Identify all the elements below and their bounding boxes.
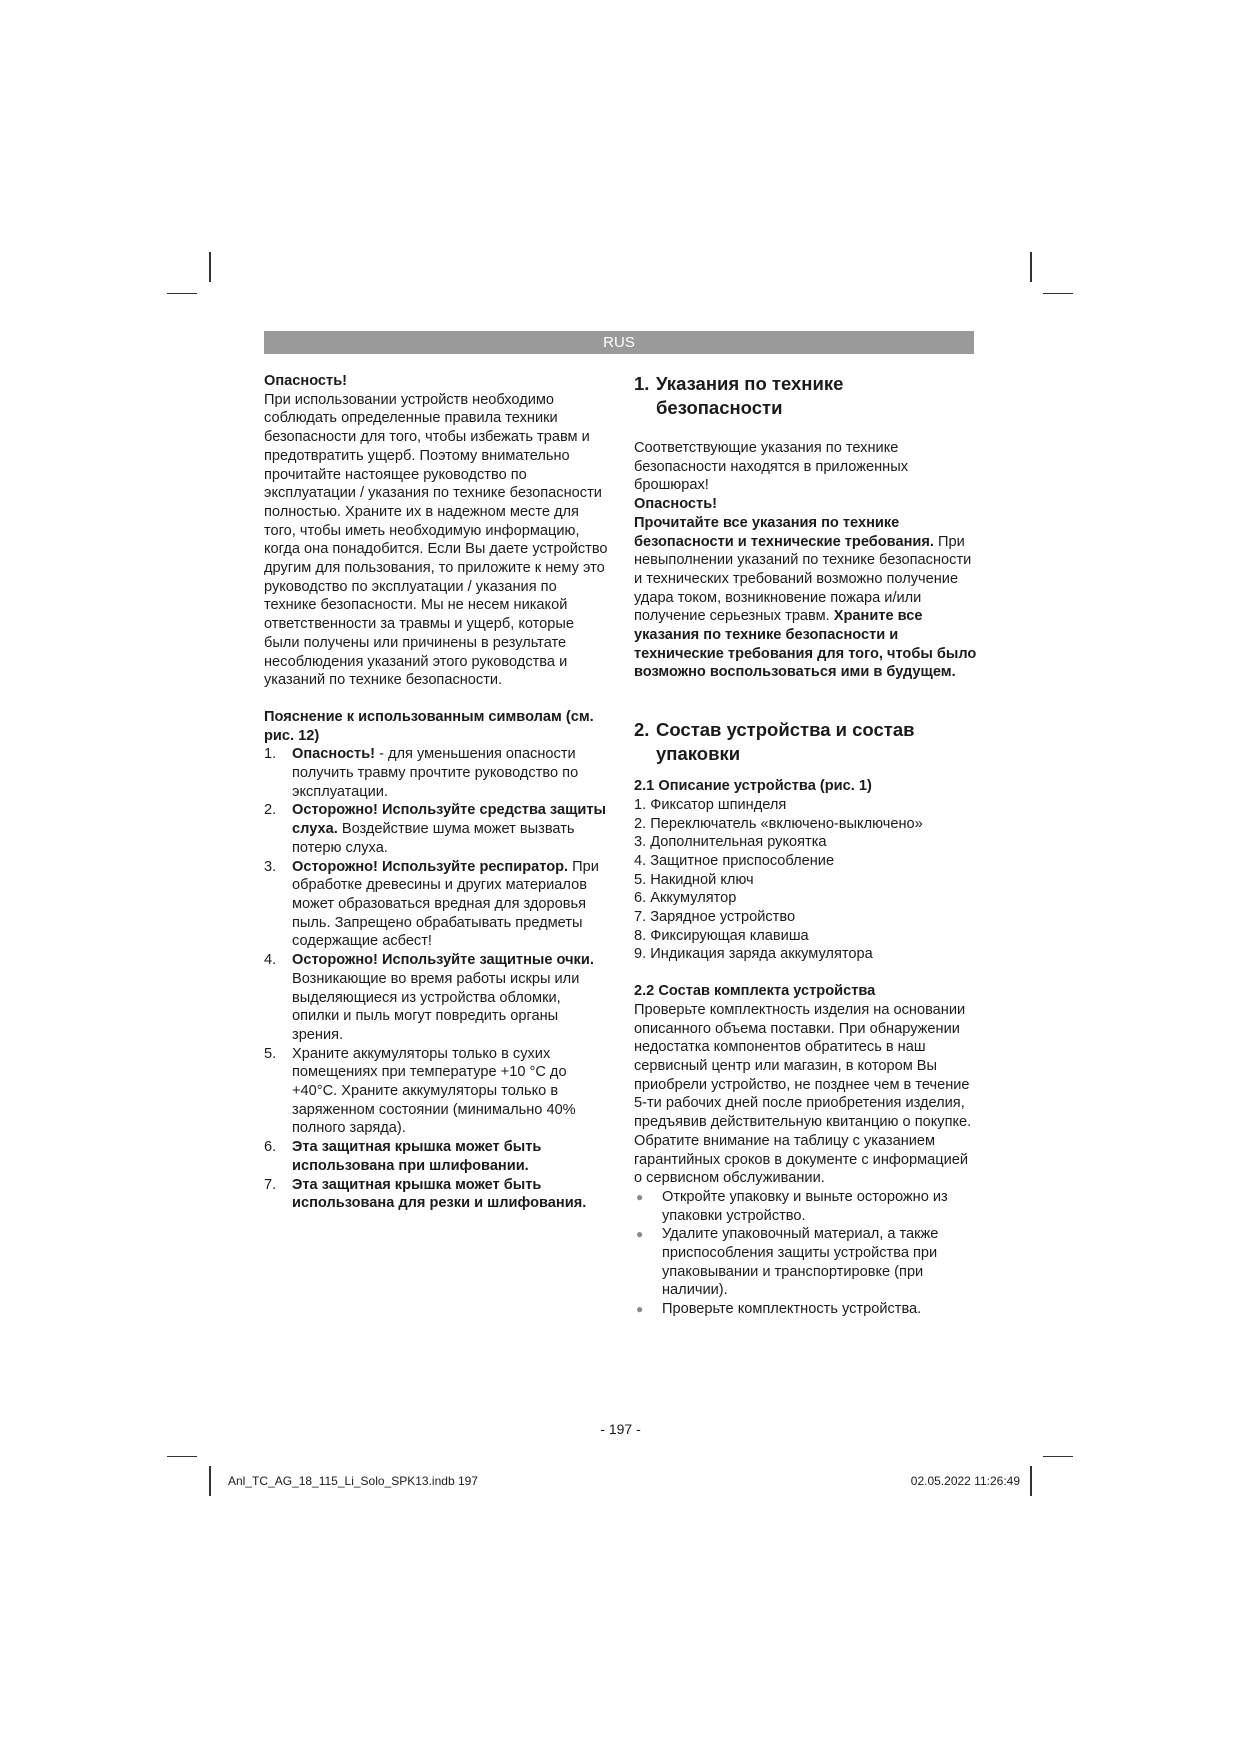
- parts-list: [634, 796, 980, 964]
- danger-text: При использовании устройств необходимо соблюдать определенные правила техники безопасности для того, чтобы избежать травм и предотвратить ущерб. Поэтому внимательно прочитайте настоящее руководство по эксплуатации / указания по технике безопасности полностью. Храните их в надежном месте для того, чтобы иметь необходимую информацию, когда она понадобится. Если Вы даете устройство другим для пользования, то приложите к нему это руководство по эксплуатации / указания по технике безопасности. Мы не несем никакой ответственности за травмы и ущерб, которые были получены или причинены в результате несоблюдения указаний этого руководства и указаний по технике безопасности.: [264, 391, 608, 689]
- crop-mark: [1043, 293, 1073, 294]
- list-item: 7. Эта защитная крышка может быть использована для резки и шлифования.: [264, 1176, 587, 1212]
- crop-mark: [209, 252, 211, 282]
- crop-mark: [209, 1466, 211, 1496]
- list-item: 2. Осторожно! Используйте средства защиты слуха. Воздействие шума может вызвать потерю слуха.: [264, 802, 606, 856]
- bullet-icon: ●: [636, 1302, 644, 1317]
- symbols-title: Пояснение к использованным символам (см. рис. 12): [264, 708, 594, 744]
- footer-date: 02.05.2022 11:26:49: [910, 1474, 1020, 1488]
- section-1-text: Соответствующие указания по технике безопасности находятся в приложенных брошюрах!: [634, 440, 909, 494]
- list-item: 3. Осторожно! Используйте респиратор. При обработке древесины и других материалов может образоваться вредная для здоровья пыль. Запрещено обрабатывать предметы содержащие асбест!: [264, 858, 599, 950]
- language-bar: RUS: [264, 331, 974, 354]
- section-1-heading: 1. Указания по технике безопасности: [634, 373, 844, 418]
- right-column: [634, 372, 980, 1319]
- left-column: [264, 372, 610, 1213]
- footer-file: Anl_TC_AG_18_115_Li_Solo_SPK13.indb 197: [228, 1474, 478, 1488]
- bullet-icon: ●: [636, 1227, 644, 1242]
- list-item: ● Проверьте комплектность устройства.: [636, 1301, 922, 1318]
- list-item: 1. Опасность! - для уменьшения опасности получить травму прочтите руководство по эксплуатации.: [264, 746, 579, 800]
- list-item: 5. Храните аккумуляторы только в сухих помещениях при температуре +10 °C до +40°C. Храните аккумуляторы только в заряженном состоянии (минимально 40% полного заряда).: [264, 1045, 576, 1137]
- list-item: 4. Осторожно! Используйте защитные очки. Возникающие во время работы искры или выделяющиеся из устройства обломки, опилки и пыль могут повредить органы зрения.: [264, 952, 594, 1043]
- section-2-heading: 2. Состав устройства и состав упаковки: [634, 719, 915, 764]
- list-item: 6. Эта защитная крышка может быть использована при шлифовании.: [264, 1139, 542, 1174]
- crop-mark: [1043, 1456, 1073, 1457]
- bullet-icon: ●: [636, 1189, 644, 1204]
- crop-mark: [1030, 252, 1032, 282]
- danger-title: Опасность!: [264, 373, 348, 389]
- crop-mark: [167, 1456, 197, 1457]
- symbols-list: [264, 745, 610, 1213]
- list-item: ● Удалите упаковочный материал, а также приспособления защиты устройства при упаковывании и транспортировке (при наличии).: [636, 1226, 939, 1299]
- list-item: ● Откройте упаковку и выньте осторожно из упаковки устройство.: [636, 1188, 948, 1224]
- crop-mark: [1030, 1466, 1032, 1496]
- list-item: 3. Дополнительная рукоятка: [634, 834, 827, 851]
- list-item: 9. Индикация заряда аккумулятора: [634, 946, 873, 963]
- list-item: 7. Зарядное устройство: [634, 909, 796, 926]
- list-item: 4. Защитное приспособление: [634, 852, 835, 869]
- section-2-2-text: Проверьте комплектность изделия на основании описанного объема поставки. При обнаружении недостатка компонентов обратитесь в наш сервисный центр или магазин, в котором Вы приобрели устройство, не позднее чем в течение 5-ти рабочих дней после приобретения изделия, предъявив действительную квитанцию о покупке. Обратите внимание на таблицу с указанием гарантийных сроков в документе с информацией о сервисном обслуживании.: [634, 1001, 972, 1187]
- section-2-1-title: 2.1 Описание устройства (рис. 1): [634, 778, 872, 795]
- list-item: 2. Переключатель «включено-выключено»: [634, 815, 923, 832]
- list-item: 8. Фиксирующая клавиша: [634, 927, 809, 944]
- crop-mark: [167, 293, 197, 294]
- list-item: 1. Фиксатор шпинделя: [634, 796, 787, 813]
- section-2-2-title: 2.2 Состав комплекта устройства: [634, 983, 876, 1000]
- list-item: 5. Накидной ключ: [634, 871, 754, 888]
- page-number: - 197 -: [600, 1421, 641, 1437]
- bullet-list: [634, 1188, 980, 1319]
- list-item: 6. Аккумулятор: [634, 890, 737, 907]
- section-1-warning: Прочитайте все указания по технике безопасности и технические требования. При невыполнении указаний по технике безопасности и технических требований возможно получение удара током, возникновение пожара и/или получение серьезных травм. Храните все указания по технике безопасности и технические требования для того, чтобы было возможно воспользоваться ими в будущем.: [634, 514, 977, 681]
- section-1-danger: Опасность!: [634, 496, 718, 513]
